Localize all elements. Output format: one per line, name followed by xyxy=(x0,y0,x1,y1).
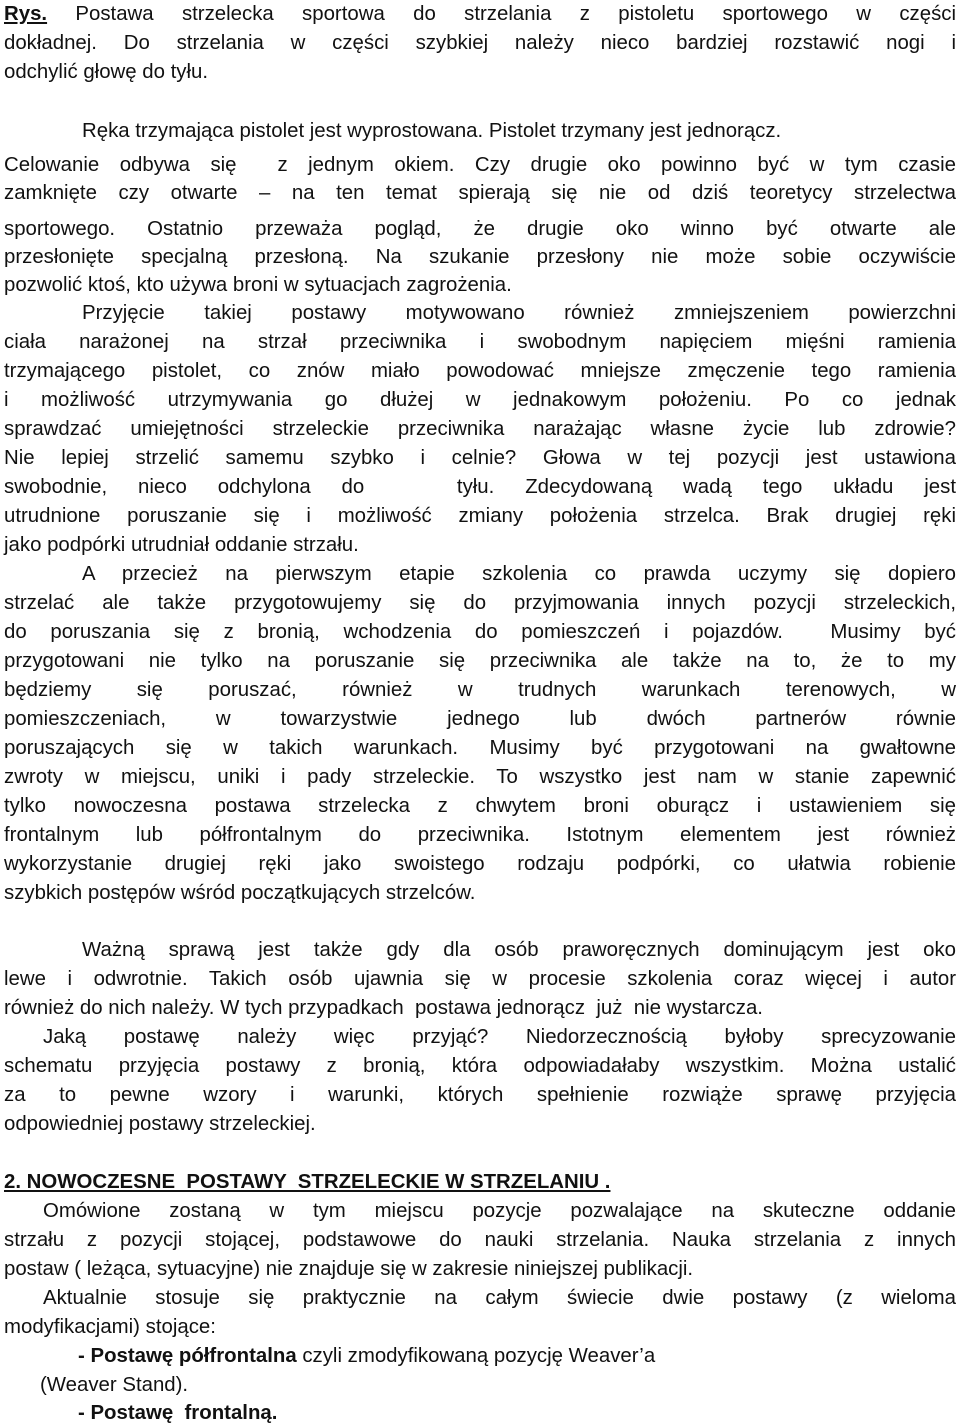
paragraph-line: tylko nowoczesna postawa strzelecka z chwytem broni oburącz i ustawieniem się xyxy=(4,795,956,817)
paragraph-line: Aktualnie stosuje się praktycznie na całym świecie dwie postawy (z wieloma xyxy=(43,1287,956,1309)
paragraph-line: poruszających się w takich warunkach. Musimy być przygotowani na gwałtowne xyxy=(4,737,956,759)
figure-caption-line xyxy=(4,0,956,29)
paragraph-line: zamknięte czy otwarte – na ten temat spierają się nie od dziś teoretycy strzelectwa xyxy=(4,182,956,204)
figure-caption-line: odchylić głowę do tyłu. xyxy=(4,61,209,83)
paragraph-line: Omówione zostaną w tym miejscu pozycje pozwalające na skuteczne oddanie xyxy=(43,1200,956,1222)
paragraph-line: jako podpórki utrudniał oddanie strzału. xyxy=(4,534,359,556)
caption-text: Postawa strzelecka sportowa do strzelania z pistoletu sportowego w części xyxy=(47,3,956,25)
paragraph-line: wykorzystanie drugiej ręki jako swoistego rodzaju podpórki, co ułatwia robienie xyxy=(4,853,956,875)
paragraph-line: strzelać ale także przygotowujemy się do przyjmowania innych pozycji strzeleckich, xyxy=(4,592,956,614)
paragraph-line: do poruszania się z bronią, wchodzenia do pomieszczeń i pojazdów. Musimy być xyxy=(4,621,956,643)
paragraph-line: szybkich postępów wśród początkujących strzelców. xyxy=(4,882,476,904)
paragraph-line: postaw ( leżąca, sytuacyjne) nie znajduje się w zakresie niniejszej publikacji. xyxy=(4,1258,694,1280)
paragraph-line: odpowiedniej postawy strzeleckiej. xyxy=(4,1113,316,1135)
paragraph-line: trzymającego pistolet, co znów miało powodować mniejsze zmęczenie tego ramienia xyxy=(4,360,956,382)
caption-label: Rys. xyxy=(4,3,48,25)
paragraph-line: za to pewne wzory i warunki, których spełnienie rozwiąże sprawę przyjęcia xyxy=(4,1084,956,1106)
paragraph-line: frontalnym lub półfrontalnym do przeciwnika. Istotnym elementem jest również xyxy=(4,824,956,846)
bullet-item: - Postawę frontalną. xyxy=(78,1402,278,1424)
paragraph-line: ciała narażonej na strzał przeciwnika i swobodnym napięciem mięśni ramienia xyxy=(4,331,956,353)
paragraph-line: pomieszczeniach, w towarzystwie jednego lub dwóch partnerów równie xyxy=(4,708,956,730)
bullet-text: czyli zmodyfikowaną pozycję Weaver’a xyxy=(296,1345,656,1367)
paragraph-line: Celowanie odbywa się z jednym okiem. Czy drugie oko powinno być w tym czasie xyxy=(4,154,956,176)
paragraph-line: strzału z pozycji stojącej, podstawowe do nauki strzelania. Nauka strzelania z innych xyxy=(4,1229,956,1251)
paragraph-line: Nie lepiej strzelić samemu szybko i celnie? Głowa w tej pozycji jest ustawiona xyxy=(4,447,956,469)
paragraph-line: będziemy się poruszać, również w trudnych warunkach terenowych, w xyxy=(4,679,956,701)
paragraph-line: Jaką postawę należy więc przyjąć? Niedorzecznością byłoby sprecyzowanie xyxy=(43,1026,956,1048)
paragraph-line: i możliwość utrzymywania go dłużej w jednakowym położeniu. Po co jednak xyxy=(4,389,956,411)
paragraph-line: Przyjęcie takiej postawy motywowano również zmniejszeniem powierzchni xyxy=(82,302,956,324)
paragraph-line: A przecież na pierwszym etapie szkolenia co prawda uczymy się dopiero xyxy=(82,563,956,585)
paragraph-line: lewe i odwrotnie. Takich osób ujawnia się w procesie szkolenia coraz więcej i autor xyxy=(4,968,956,990)
paragraph-line: schematu przyjęcia postawy z bronią, która odpowiadałaby wszystkim. Można ustalić xyxy=(4,1055,956,1077)
bullet-continuation: (Weaver Stand). xyxy=(40,1374,189,1396)
paragraph-line: swobodnie, nieco odchylona do tyłu. Zdecydowaną wadą tego układu jest xyxy=(4,476,956,498)
paragraph-line: Ręka trzymająca pistolet jest wyprostowana. Pistolet trzymany jest jednorącz. xyxy=(82,120,782,142)
figure-caption-line: dokładnej. Do strzelania w części szybkiej należy nieco bardziej rozstawić nogi i xyxy=(4,32,956,54)
section-heading: 2. NOWOCZESNE POSTAWY STRZELECKIE W STRZELANIU . xyxy=(4,1171,611,1193)
paragraph-line: sportowego. Ostatnio przeważa pogląd, że drugie oko winno być otwarte ale xyxy=(4,218,956,240)
paragraph-line: przesłonięte specjalną przesłoną. Na szukanie przesłony nie może sobie oczywiście xyxy=(4,246,956,268)
paragraph-line: utrudnione poruszanie się i możliwość zmiany położenia strzelca. Brak drugiej ręki xyxy=(4,505,956,527)
bullet-item xyxy=(78,1342,655,1371)
paragraph-line: zwroty w miejscu, uniki i pady strzeleckie. To wszystko jest nam w stanie zapewnić xyxy=(4,766,956,788)
bullet-term: Postawę półfrontalna xyxy=(90,1345,297,1367)
paragraph-line: również do nich należy. W tych przypadkach postawa jednorącz już nie wystarcza. xyxy=(4,997,763,1019)
paragraph-line: modyfikacjami) stojące: xyxy=(4,1316,216,1338)
paragraph-line: sprawdzać umiejętności strzeleckie przeciwnika narażając własne życie lub zdrowie? xyxy=(4,418,956,440)
paragraph-line: Ważną sprawą jest także gdy dla osób praworęcznych dominującym jest oko xyxy=(82,939,956,961)
paragraph-line: pozwolić ktoś, kto używa broni w sytuacjach zagrożenia. xyxy=(4,274,512,296)
paragraph-line: przygotowani nie tylko na poruszanie się przeciwnika ale także na to, że to my xyxy=(4,650,956,672)
bullet-dash: - xyxy=(78,1345,91,1367)
